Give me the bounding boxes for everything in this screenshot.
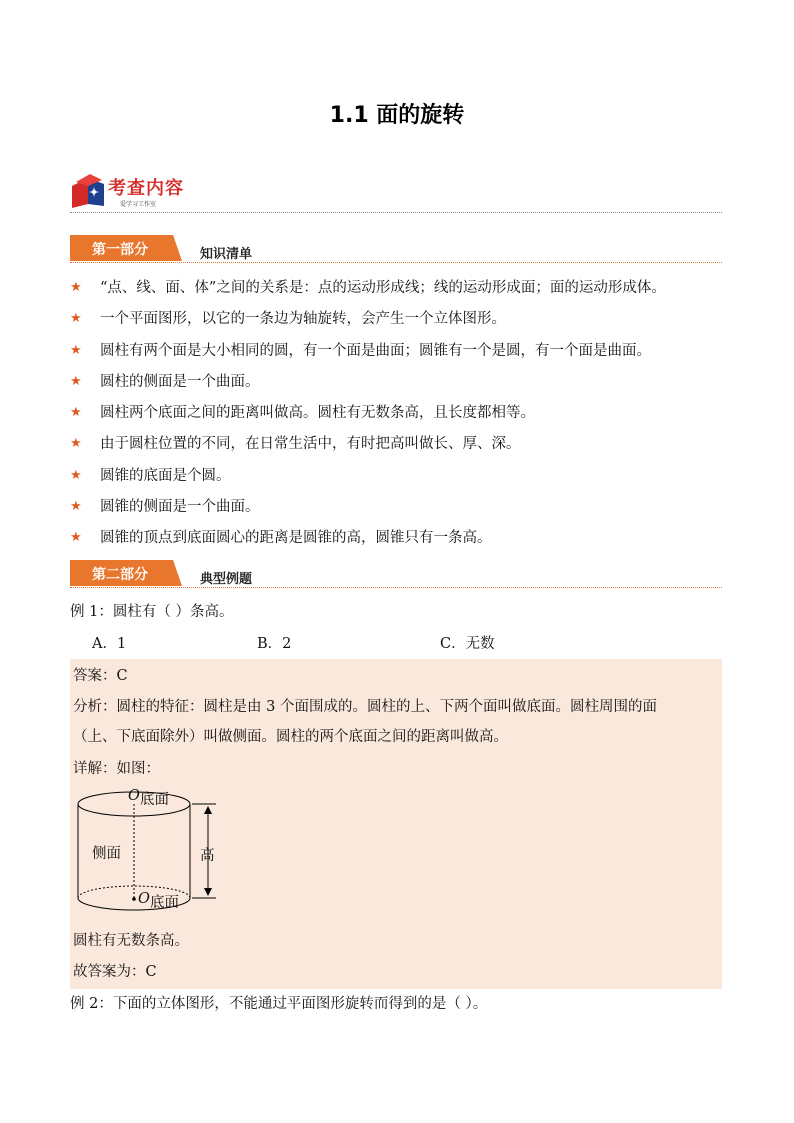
list-item: ★ 由于圆柱位置的不同，在日常生活中，有时把高叫做长、厚、深。 xyxy=(70,436,521,453)
list-item: ★ 圆柱的侧面是一个曲面。 xyxy=(70,373,260,390)
center-o-top: O xyxy=(128,788,140,804)
star-icon: ★ xyxy=(70,530,82,546)
logo-text: 考查内容 xyxy=(108,178,184,199)
star-icon: ★ xyxy=(70,467,82,483)
analysis-line-1: 分析：圆柱的特征：圆柱是由 3 个面围成的。圆柱的上、下两个面叫做底面。圆柱周围的面 xyxy=(73,699,657,715)
answer-text: 答案：C xyxy=(73,668,128,684)
list-item: ★ “点、线、面、体”之间的关系是：点的运动形成线；线的运动形成面；面的运动形成体。 xyxy=(70,280,666,296)
section-title: 知识清单 xyxy=(200,247,253,262)
height-label: 高 xyxy=(200,848,215,864)
section-header-examples xyxy=(70,560,722,590)
center-o-bottom: O xyxy=(138,891,150,907)
list-item: ★ 圆柱两个底面之间的距离叫做高。圆柱有无数条高，且长度都相等。 xyxy=(70,405,535,422)
analysis-line-2: （上、下底面除外）叫做侧面。圆柱的两个底面之间的距离叫做高。 xyxy=(73,729,508,745)
detail-label: 详解：如图： xyxy=(73,761,160,777)
book-logo-icon xyxy=(70,172,106,208)
section-header-knowledge xyxy=(70,235,722,265)
bottom-base-label: 底面 xyxy=(150,895,179,911)
option-b: B．2 xyxy=(257,636,292,652)
option-c: C．无数 xyxy=(440,636,495,652)
section-rule xyxy=(70,262,722,263)
list-item: ★ 一个平面图形，以它的一条边为轴旋转，会产生一个立体图形。 xyxy=(70,311,506,328)
divider xyxy=(70,212,722,213)
example-2-question: 例 2：下面的立体图形，不能通过平面图形旋转而得到的是（ ）。 xyxy=(70,996,488,1012)
star-icon: ★ xyxy=(70,436,82,452)
star-icon: ★ xyxy=(70,373,82,389)
section-rule xyxy=(70,587,722,588)
star-icon: ★ xyxy=(70,311,82,327)
list-item: ★ 圆锥的侧面是一个曲面。 xyxy=(70,499,260,516)
star-icon: ★ xyxy=(70,499,82,515)
side-label: 侧面 xyxy=(92,846,121,862)
star-icon: ★ xyxy=(70,280,82,295)
section-title: 典型例题 xyxy=(200,572,253,587)
knowledge-list xyxy=(70,278,730,560)
list-item: ★ 圆柱有两个面是大小相同的圆，有一个面是曲面；圆锥有一个是圆，有一个面是曲面。 xyxy=(70,342,651,359)
logo-subtitle: 爱学习工作室 xyxy=(120,201,157,208)
star-icon: ★ xyxy=(70,405,82,421)
conclusion-text: 圆柱有无数条高。 xyxy=(73,933,189,949)
list-item: ★ 圆锥的顶点到底面圆心的距离是圆锥的高，圆锥只有一条高。 xyxy=(70,530,492,547)
section-tab-label: 第二部分 xyxy=(92,567,148,583)
cylinder-figure xyxy=(76,786,226,916)
logo xyxy=(70,172,210,212)
option-a: A．1 xyxy=(92,636,127,652)
section-tab-label: 第一部分 xyxy=(92,242,148,258)
star-icon: ★ xyxy=(70,342,82,358)
page-title: 1.1 面的旋转 xyxy=(329,103,465,128)
top-base-label: 底面 xyxy=(140,792,169,808)
example-1-question: 例 1：圆柱有（ ）条高。 xyxy=(70,604,234,620)
list-item: ★ 圆锥的底面是个圆。 xyxy=(70,467,231,484)
final-answer: 故答案为：C xyxy=(73,964,157,980)
